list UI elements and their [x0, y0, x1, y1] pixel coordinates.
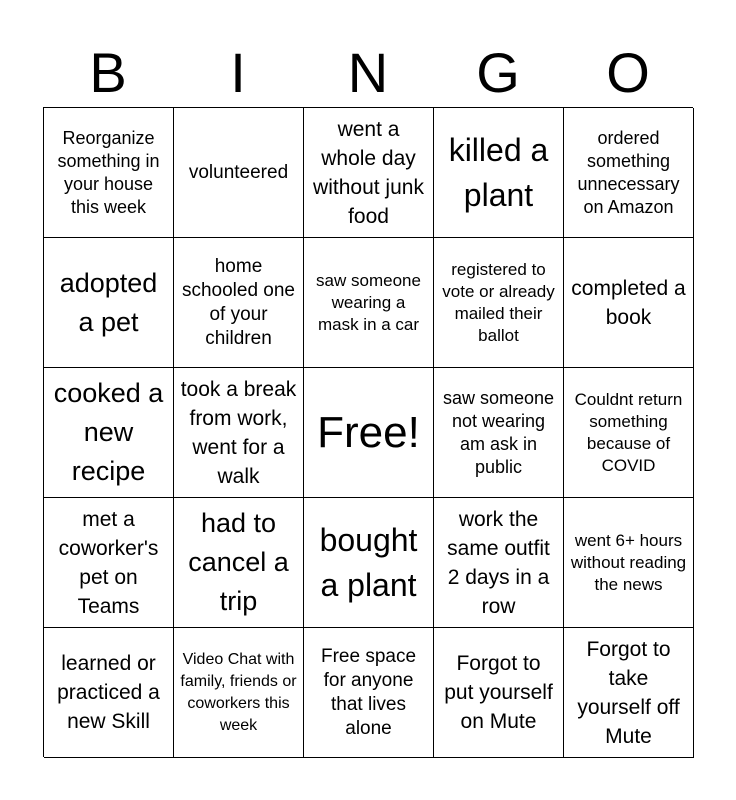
- header-letter-i: I: [230, 41, 246, 104]
- bingo-cell-r5-c3[interactable]: [304, 628, 434, 758]
- bingo-cell-r3-c1[interactable]: [44, 368, 174, 498]
- cell-text: Free space for anyone that lives alone: [320, 645, 417, 739]
- bingo-header: [43, 38, 693, 108]
- cell-text: saw someone not wearing am ask in public: [442, 387, 555, 477]
- bingo-board: [43, 107, 693, 757]
- cell-text: took a break from work, went for a walk: [180, 377, 297, 488]
- bingo-cell-r1-c4[interactable]: [434, 108, 564, 238]
- bingo-cell-r5-c4[interactable]: [434, 628, 564, 758]
- bingo-cell-r2-c5[interactable]: [564, 238, 694, 368]
- bingo-cell-r1-c1[interactable]: [44, 108, 174, 238]
- cell-text: met a coworker's pet on Teams: [58, 507, 159, 618]
- cell-text: cooked a new recipe: [53, 378, 164, 486]
- cell-text: adopted a pet: [59, 267, 158, 337]
- bingo-cell-r4-c3[interactable]: [304, 498, 434, 628]
- header-letter-o: O: [606, 41, 650, 104]
- header-letter-n: N: [347, 41, 389, 104]
- bingo-cell-r5-c5[interactable]: [564, 628, 694, 758]
- cell-text: Couldnt return something because of COVID: [574, 389, 683, 475]
- cell-text: completed a book: [571, 276, 686, 329]
- bingo-cell-r3-c5[interactable]: [564, 368, 694, 498]
- cell-text: Reorganize something in your house this week: [57, 127, 160, 217]
- cell-text: ordered something unnecessary on Amazon: [577, 127, 680, 217]
- cell-text: work the same outfit 2 days in a row: [447, 507, 550, 618]
- cell-text: went 6+ hours without reading the news: [570, 530, 687, 594]
- cell-text: registered to vote or already mailed their ballot: [442, 259, 555, 345]
- header-letter-g: G: [476, 41, 520, 104]
- cell-text: bought a plant: [319, 521, 418, 603]
- cell-text-free: Free!: [317, 407, 420, 457]
- bingo-cell-r4-c2[interactable]: [174, 498, 304, 628]
- cell-text: had to cancel a trip: [188, 508, 289, 616]
- cell-text: killed a plant: [448, 131, 549, 213]
- cell-text: volunteered: [188, 161, 289, 183]
- bingo-cell-r4-c5[interactable]: [564, 498, 694, 628]
- cell-text: home schooled one of your children: [181, 255, 296, 349]
- cell-text: Forgot to take yourself off Mute: [577, 637, 680, 748]
- bingo-cell-r2-c1[interactable]: [44, 238, 174, 368]
- bingo-cell-r1-c3[interactable]: [304, 108, 434, 238]
- cell-text: went a whole day without junk food: [313, 117, 424, 228]
- bingo-cell-r5-c1[interactable]: [44, 628, 174, 758]
- cell-text: learned or practiced a new Skill: [57, 652, 160, 733]
- bingo-cell-r2-c4[interactable]: [434, 238, 564, 368]
- bingo-cell-r4-c4[interactable]: [434, 498, 564, 628]
- cell-text: Video Chat with family, friends or coworkers this week: [180, 650, 297, 734]
- bingo-cell-r1-c5[interactable]: [564, 108, 694, 238]
- bingo-cell-r4-c1[interactable]: [44, 498, 174, 628]
- cell-text: Forgot to put yourself on Mute: [444, 652, 553, 733]
- bingo-cell-r2-c3[interactable]: [304, 238, 434, 368]
- bingo-cell-r3-c3[interactable]: [304, 368, 434, 498]
- bingo-cell-r1-c2[interactable]: [174, 108, 304, 238]
- cell-text: saw someone wearing a mask in a car: [316, 270, 421, 334]
- bingo-cell-r2-c2[interactable]: [174, 238, 304, 368]
- header-letter-b: B: [89, 41, 127, 104]
- bingo-cell-r3-c2[interactable]: [174, 368, 304, 498]
- bingo-cell-r5-c2[interactable]: [174, 628, 304, 758]
- bingo-cell-r3-c4[interactable]: [434, 368, 564, 498]
